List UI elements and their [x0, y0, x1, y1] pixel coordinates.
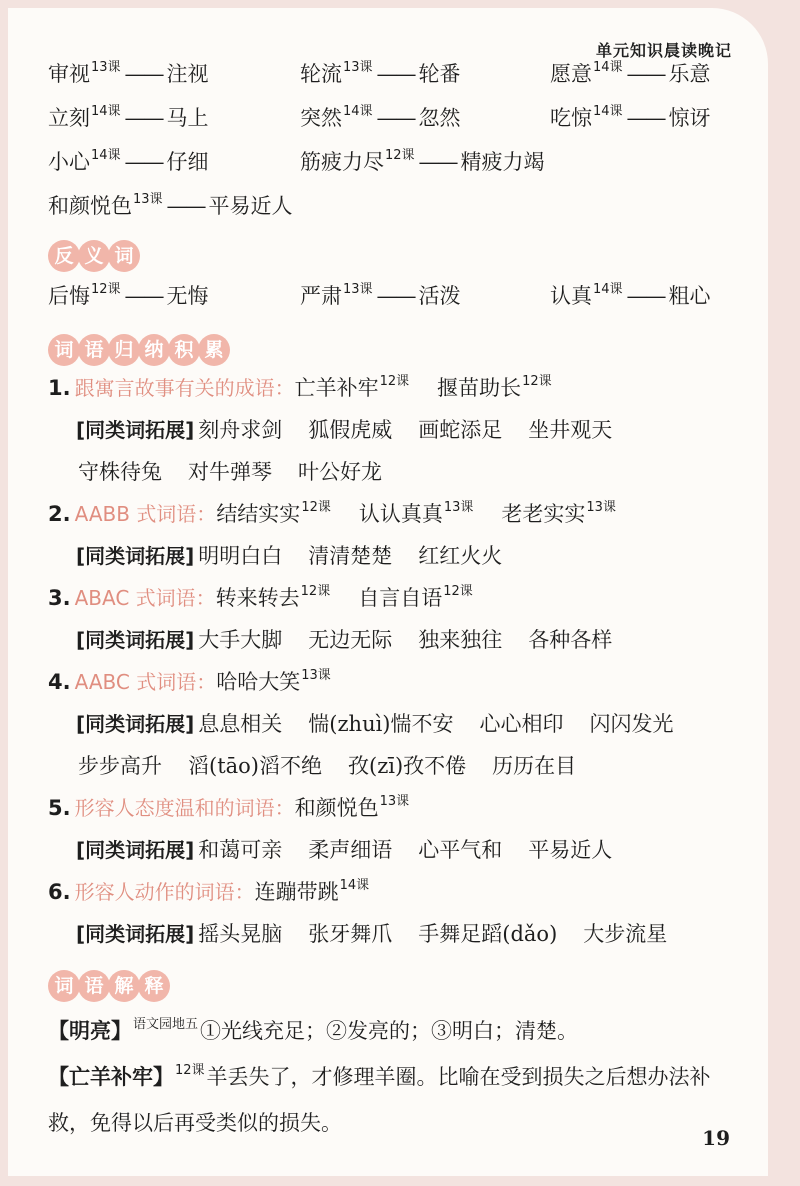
extension-tag: [同类词拓展]	[76, 922, 195, 946]
word: 愿意	[550, 62, 592, 86]
group-word	[216, 666, 333, 696]
extension-word: 对牛弹琴	[188, 460, 272, 484]
extension-line	[48, 708, 744, 750]
group-category: 形容人态度温和的词语：	[74, 796, 295, 820]
dash: ——	[124, 150, 163, 174]
dash: ——	[166, 194, 205, 218]
extension-word: 滔(tāo)滔不绝	[188, 754, 322, 778]
extension-word: 平易近人	[528, 838, 613, 862]
synonym-row	[48, 102, 744, 146]
heading-char: 语	[78, 334, 110, 366]
word: 注视	[166, 62, 209, 86]
extension-word: 手舞足蹈(dǎo)	[418, 922, 558, 946]
word-pair	[550, 58, 711, 88]
lesson-tag: 12课	[522, 374, 552, 389]
extension-line	[48, 834, 744, 876]
word: 哈哈大笑	[216, 670, 301, 694]
heading-char: 词	[48, 970, 80, 1002]
definition-term: 【亡羊补牢】	[48, 1065, 174, 1089]
word: 仔细	[166, 150, 209, 174]
heading-char: 词	[48, 334, 80, 366]
group-word	[295, 792, 412, 822]
group-word	[359, 498, 476, 528]
extension-word: 步步高升	[78, 754, 162, 778]
definition	[48, 1010, 734, 1056]
lesson-tag: 13课	[586, 500, 616, 515]
extension-line	[48, 624, 744, 666]
word: 吃惊	[550, 106, 592, 130]
dash: ——	[626, 106, 665, 130]
lesson-tag: 14课	[593, 282, 623, 297]
definition-term: 【明亮】	[48, 1019, 132, 1043]
word: 自言自语	[358, 586, 443, 610]
definition-source: 语文园地五	[133, 1017, 199, 1032]
word: 平易近人	[208, 194, 293, 218]
extension-word: 坐井观天	[528, 418, 613, 442]
word: 忽然	[418, 106, 461, 130]
word: 亡羊补牢	[294, 376, 379, 400]
definition-text: ①光线充足；②发亮的；③明白；清楚。	[200, 1019, 579, 1043]
group-item	[48, 372, 744, 414]
extension-word: 守株待兔	[78, 460, 162, 484]
extension-word: 叶公好龙	[298, 460, 382, 484]
word-pair	[300, 146, 550, 176]
word: 审视	[48, 62, 90, 86]
extension-word: 张牙舞爪	[308, 922, 393, 946]
group-category: 跟寓言故事有关的成语：	[74, 376, 295, 400]
extension-word: 无边无际	[308, 628, 393, 652]
group-number: 6.	[48, 880, 71, 904]
dash: ——	[124, 284, 163, 308]
extension-word: 各种各样	[528, 628, 613, 652]
extension-word: 明明白白	[198, 544, 283, 568]
extension-line	[48, 540, 744, 582]
word: 和颜悦色	[294, 796, 379, 820]
extension-tag: [同类词拓展]	[76, 418, 195, 442]
dash: ——	[376, 62, 415, 86]
lesson-tag: 13课	[91, 60, 121, 75]
word: 严肃	[300, 284, 342, 308]
extension-word: 红红火火	[418, 544, 503, 568]
word: 筋疲力尽	[300, 150, 384, 174]
lesson-tag: 12课	[301, 500, 331, 515]
word: 马上	[166, 106, 209, 130]
word: 精疲力竭	[460, 150, 545, 174]
word: 转来转去	[215, 586, 300, 610]
lesson-tag: 13课	[301, 668, 331, 683]
lesson-tag: 12课	[91, 282, 121, 297]
extension-word: 历历在目	[492, 754, 577, 778]
group-category: AABC 式词语：	[74, 670, 217, 694]
synonym-row	[48, 58, 744, 102]
heading-char: 释	[138, 970, 170, 1002]
extension-word: 清清楚楚	[308, 544, 393, 568]
word-pair	[48, 146, 300, 176]
group-number: 2.	[48, 502, 71, 526]
page	[8, 8, 768, 1176]
word: 结结实实	[216, 502, 301, 526]
word-pair	[48, 58, 300, 88]
extension-word: 大步流星	[583, 922, 668, 946]
explanation-heading	[48, 970, 168, 1002]
word: 轮流	[300, 62, 342, 86]
heading-char: 词	[108, 240, 140, 272]
extension-word: 柔声细语	[308, 838, 393, 862]
extension-line	[48, 750, 744, 792]
lesson-tag: 14课	[593, 104, 623, 119]
word: 连蹦带跳	[254, 880, 339, 904]
definitions	[48, 1010, 734, 1145]
word: 揠苗助长	[437, 376, 522, 400]
group-item	[48, 792, 744, 834]
group-item	[48, 582, 744, 624]
extension-tag: [同类词拓展]	[76, 628, 195, 652]
group-word	[501, 498, 618, 528]
extension-word: 息息相关	[198, 712, 283, 736]
group-category: 形容人动作的词语：	[74, 880, 255, 904]
lesson-tag: 13课	[343, 282, 373, 297]
lesson-tag: 12课	[379, 374, 410, 389]
lesson-tag: 14课	[91, 104, 121, 119]
page-number: 19	[702, 1126, 730, 1150]
lesson-tag: 14课	[91, 148, 121, 163]
synonym-list	[48, 58, 744, 234]
extension-tag: [同类词拓展]	[76, 712, 195, 736]
word: 后悔	[48, 284, 90, 308]
group-item	[48, 498, 744, 540]
dash: ——	[376, 106, 415, 130]
heading-char: 纳	[138, 334, 170, 366]
word: 惊讶	[668, 106, 711, 130]
dash: ——	[376, 284, 415, 308]
dash: ——	[626, 62, 665, 86]
dash: ——	[418, 150, 457, 174]
extension-word: 心平气和	[418, 838, 503, 862]
word: 和颜悦色	[48, 194, 132, 218]
heading-char: 语	[78, 970, 110, 1002]
heading-char: 归	[108, 334, 140, 366]
extension-word: 狐假虎威	[308, 418, 393, 442]
definition-source: 12课	[175, 1063, 205, 1078]
group-category: AABB 式词语：	[74, 502, 217, 526]
word-pair	[300, 280, 550, 310]
word: 认真	[550, 284, 592, 308]
group-number: 4.	[48, 670, 71, 694]
heading-char: 反	[48, 240, 80, 272]
lesson-tag: 13课	[343, 60, 373, 75]
extension-tag: [同类词拓展]	[76, 838, 195, 862]
lesson-tag: 14课	[339, 878, 370, 893]
summary-heading	[48, 334, 228, 366]
extension-tag: [同类词拓展]	[76, 544, 195, 568]
group-word	[255, 876, 372, 906]
definition	[48, 1056, 734, 1145]
group-number: 5.	[48, 796, 71, 820]
group-number: 3.	[48, 586, 71, 610]
word-pair	[550, 102, 711, 132]
extension-line	[48, 918, 744, 960]
group-item	[48, 666, 744, 708]
extension-line	[48, 414, 744, 456]
synonym-row	[48, 190, 744, 234]
lesson-tag: 13课	[379, 794, 410, 809]
dash: ——	[124, 62, 163, 86]
word: 立刻	[48, 106, 90, 130]
lesson-tag: 13课	[443, 500, 474, 515]
dash: ——	[124, 106, 163, 130]
word: 认认真真	[358, 502, 443, 526]
word-pair	[48, 102, 300, 132]
extension-word: 心心相印	[479, 712, 564, 736]
heading-char: 解	[108, 970, 140, 1002]
synonym-row	[48, 146, 744, 190]
extension-word: 刻舟求剑	[198, 418, 283, 442]
word-groups	[48, 372, 744, 960]
word: 乐意	[668, 62, 711, 86]
word: 无悔	[166, 284, 209, 308]
extension-word: 摇头晃脑	[198, 922, 283, 946]
heading-char: 义	[78, 240, 110, 272]
lesson-tag: 14课	[343, 104, 373, 119]
lesson-tag: 13课	[133, 192, 163, 207]
word-pair	[48, 280, 300, 310]
group-word	[295, 372, 412, 402]
heading-char: 积	[168, 334, 200, 366]
extension-word: 惴(zhuì)惴不安	[308, 712, 454, 736]
antonym-heading	[48, 240, 138, 272]
group-number: 1.	[48, 376, 71, 400]
dash: ——	[626, 284, 665, 308]
heading-char: 累	[198, 334, 230, 366]
group-category: ABAC 式词语：	[74, 586, 216, 610]
extension-line	[48, 456, 744, 498]
definition-text: 羊丢失了，才修理羊圈。比喻在受到损失之后想办法补救，免得以后再受类似的损失。	[48, 1065, 711, 1135]
word: 突然	[300, 106, 342, 130]
word: 小心	[48, 150, 90, 174]
lesson-tag: 12课	[300, 584, 331, 599]
word-pair	[300, 58, 550, 88]
group-word	[358, 582, 475, 612]
lesson-tag: 12课	[385, 148, 415, 163]
lesson-tag: 14课	[593, 60, 623, 75]
running-head: 单元知识晨读晚记	[595, 41, 732, 60]
word: 活泼	[418, 284, 461, 308]
group-item	[48, 876, 744, 918]
word-pair	[300, 102, 550, 132]
extension-word: 和蔼可亲	[198, 838, 283, 862]
antonym-list	[48, 280, 744, 324]
extension-word: 大手大脚	[198, 628, 283, 652]
word-pair	[48, 190, 300, 220]
word: 老老实实	[501, 502, 586, 526]
word: 粗心	[668, 284, 711, 308]
antonym-row	[48, 280, 744, 324]
extension-word: 孜(zī)孜不倦	[348, 754, 467, 778]
extension-word: 闪闪发光	[589, 712, 674, 736]
extension-word: 画蛇添足	[418, 418, 503, 442]
extension-word: 独来独往	[418, 628, 503, 652]
lesson-tag: 12课	[443, 584, 473, 599]
group-word	[216, 582, 333, 612]
group-word	[437, 372, 554, 402]
group-word	[216, 498, 333, 528]
word: 轮番	[418, 62, 461, 86]
word-pair	[550, 280, 711, 310]
